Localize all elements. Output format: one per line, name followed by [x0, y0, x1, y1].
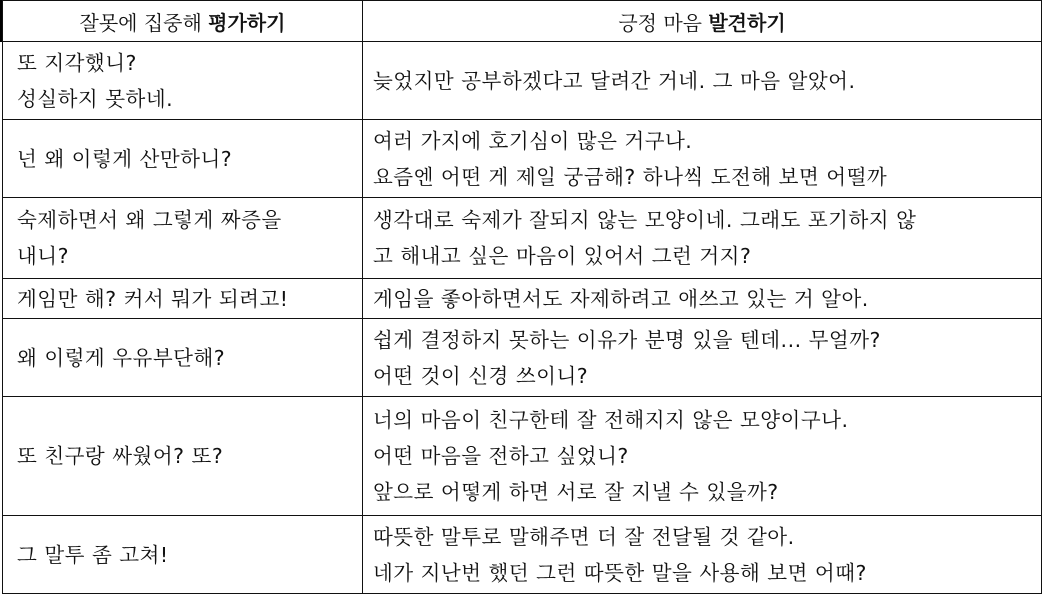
positive-line: 늦었지만 공부하겠다고 달려간 거네. 그 마음 알았어. — [373, 68, 856, 93]
positive-cell — [363, 198, 1042, 279]
positive-cell — [363, 120, 1042, 198]
positive-line: 게임을 좋아하면서도 자제하려고 애쓰고 있는 거 알아. — [373, 286, 869, 311]
negative-line: 성실하지 못하네. — [17, 86, 174, 111]
negative-line: 게임만 해? 커서 뭐가 되려고! — [17, 286, 289, 311]
positive-line: 어떤 마음을 전하고 싶었니? — [373, 444, 629, 468]
positive-cell — [363, 397, 1042, 516]
negative-cell — [3, 120, 363, 198]
positive-cell — [363, 42, 1042, 120]
negative-line: 내니? — [17, 244, 69, 268]
table-row — [3, 42, 1042, 120]
header-evaluate — [3, 1, 363, 42]
positive-line: 고 해내고 싶은 마음이 있어서 그런 거지? — [373, 244, 752, 268]
negative-cell — [3, 516, 363, 594]
positive-line: 생각대로 숙제가 잘되지 않는 모양이네. 그래도 포기하지 않 — [373, 208, 917, 232]
positive-line: 너의 마음이 친구한테 잘 전해지지 않은 모양이구나. — [373, 408, 849, 432]
negative-line: 숙제하면서 왜 그렇게 짜증을 — [17, 208, 282, 232]
negative-cell — [3, 42, 363, 120]
header-discover — [363, 1, 1042, 42]
header-discover-bold: 발견하기 — [708, 10, 786, 35]
positive-line: 앞으로 어떻게 하면 서로 잘 지낼 수 있을까? — [373, 480, 779, 504]
negative-line: 그 말투 좀 고쳐! — [17, 542, 169, 567]
positive-cell — [363, 279, 1042, 319]
positive-line: 따뜻한 말투로 말해주면 더 잘 전달될 것 같아. — [373, 524, 795, 549]
negative-line: 넌 왜 이렇게 산만하니? — [17, 146, 233, 171]
positive-line: 어떤 것이 신경 쓰이니? — [373, 363, 589, 388]
table-row — [3, 516, 1042, 594]
negative-cell — [3, 198, 363, 279]
negative-line: 또 친구랑 싸웠어? 또? — [17, 444, 224, 468]
positive-cell — [363, 319, 1042, 397]
negative-line: 왜 이렇게 우유부단해? — [17, 345, 226, 370]
positive-line: 쉽게 결정하지 못하는 이유가 분명 있을 텐데... 무얼까? — [373, 327, 881, 352]
table-row — [3, 120, 1042, 198]
positive-cell — [363, 516, 1042, 594]
negative-cell — [3, 279, 363, 319]
negative-line: 또 지각했니? — [17, 50, 137, 75]
positive-line: 네가 지난번 했던 그런 따뜻한 말을 사용해 보면 어때? — [373, 560, 867, 585]
header-row — [3, 1, 1042, 42]
table-row — [3, 397, 1042, 516]
table-row — [3, 198, 1042, 279]
table-row — [3, 319, 1042, 397]
table-row — [3, 279, 1042, 319]
header-discover-text: 긍정 마음 — [618, 10, 709, 35]
negative-cell — [3, 319, 363, 397]
positive-line: 여러 가지에 호기심이 많은 거구나. — [373, 128, 693, 153]
positive-line: 요즘엔 어떤 게 제일 궁금해? 하나씩 도전해 보면 어떨까 — [373, 164, 888, 189]
header-evaluate-text: 잘못에 집중해 — [79, 10, 209, 35]
comparison-table — [2, 0, 1042, 594]
header-evaluate-bold: 평가하기 — [208, 10, 286, 35]
negative-cell — [3, 397, 363, 516]
